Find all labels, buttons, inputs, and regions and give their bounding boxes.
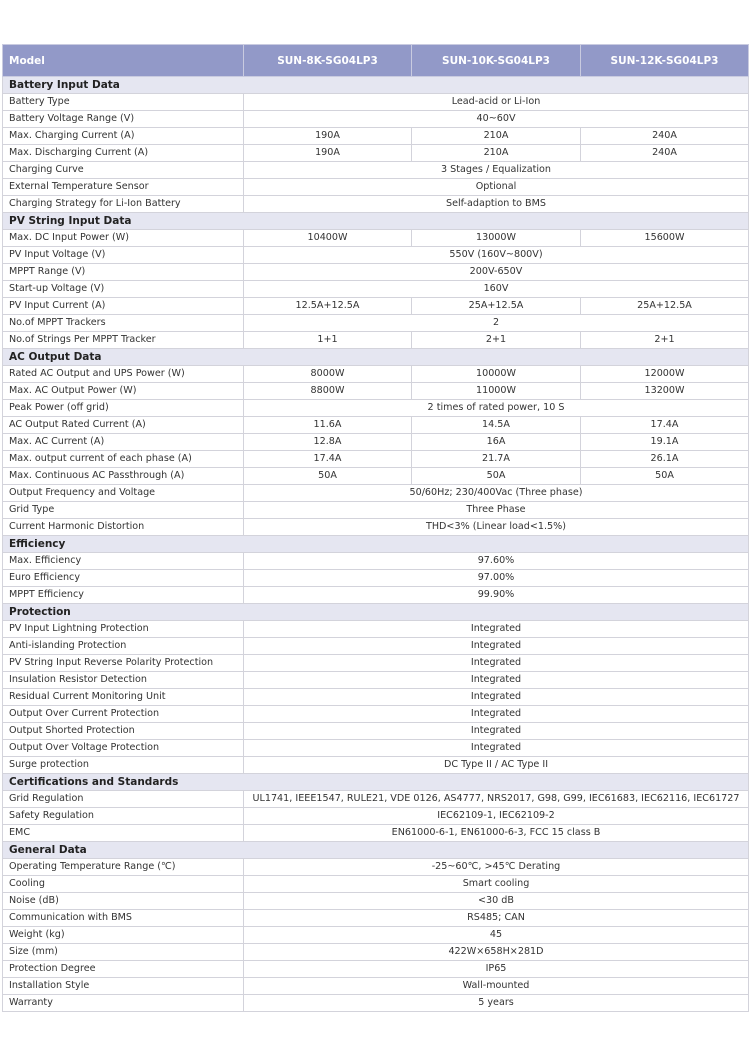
- spec-label: PV String Input Reverse Polarity Protection: [3, 655, 244, 672]
- spec-value: 97.60%: [244, 553, 749, 570]
- spec-label: AC Output Rated Current (A): [3, 417, 244, 434]
- spec-label: Surge protection: [3, 757, 244, 774]
- spec-value: 12.8A: [244, 434, 412, 451]
- spec-value: IEC62109-1, IEC62109-2: [244, 808, 749, 825]
- spec-row: [3, 553, 749, 570]
- spec-value: 50A: [244, 468, 412, 485]
- spec-value: 3 Stages / Equalization: [244, 162, 749, 179]
- spec-label: Output Frequency and Voltage: [3, 485, 244, 502]
- spec-value: 11000W: [412, 383, 581, 400]
- spec-value: 13000W: [412, 230, 581, 247]
- spec-value: 25A+12.5A: [412, 298, 581, 315]
- spec-row: [3, 162, 749, 179]
- spec-row: [3, 264, 749, 281]
- spec-row: [3, 927, 749, 944]
- spec-value: Integrated: [244, 672, 749, 689]
- spec-row: [3, 383, 749, 400]
- spec-value: 240A: [581, 128, 749, 145]
- section-header-row: [3, 604, 749, 621]
- spec-label: Max. output current of each phase (A): [3, 451, 244, 468]
- spec-label: MPPT Range (V): [3, 264, 244, 281]
- spec-row: [3, 808, 749, 825]
- spec-row: [3, 502, 749, 519]
- spec-row: [3, 94, 749, 111]
- spec-value: 2 times of rated power, 10 S: [244, 400, 749, 417]
- spec-label: Max. DC Input Power (W): [3, 230, 244, 247]
- spec-value: 50A: [581, 468, 749, 485]
- spec-row: [3, 230, 749, 247]
- spec-label: PV Input Voltage (V): [3, 247, 244, 264]
- section-title: Certifications and Standards: [3, 774, 749, 791]
- spec-value: <30 dB: [244, 893, 749, 910]
- spec-label: Communication with BMS: [3, 910, 244, 927]
- spec-value: 240A: [581, 145, 749, 162]
- spec-value: Integrated: [244, 740, 749, 757]
- section-title: Efficiency: [3, 536, 749, 553]
- spec-value: 10400W: [244, 230, 412, 247]
- section-header-row: [3, 213, 749, 230]
- spec-value: 2: [244, 315, 749, 332]
- spec-row: [3, 723, 749, 740]
- spec-value: DC Type II / AC Type II: [244, 757, 749, 774]
- spec-value: 8000W: [244, 366, 412, 383]
- spec-label: Weight (kg): [3, 927, 244, 944]
- spec-row: [3, 978, 749, 995]
- spec-value: 12.5A+12.5A: [244, 298, 412, 315]
- spec-label: Insulation Resistor Detection: [3, 672, 244, 689]
- spec-row: [3, 519, 749, 536]
- spec-label: EMC: [3, 825, 244, 842]
- spec-sheet: [2, 44, 748, 1012]
- spec-value: 17.4A: [244, 451, 412, 468]
- spec-label: No.of MPPT Trackers: [3, 315, 244, 332]
- model-name: SUN-8K-SG04LP3: [244, 45, 412, 77]
- spec-row: [3, 791, 749, 808]
- spec-label: Safety Regulation: [3, 808, 244, 825]
- spec-value: Integrated: [244, 655, 749, 672]
- spec-row: [3, 247, 749, 264]
- section-title: Battery Input Data: [3, 77, 749, 94]
- spec-value: 190A: [244, 128, 412, 145]
- spec-label: Battery Type: [3, 94, 244, 111]
- header-row: [3, 45, 749, 77]
- spec-value: 11.6A: [244, 417, 412, 434]
- spec-value: 21.7A: [412, 451, 581, 468]
- spec-label: Output Over Current Protection: [3, 706, 244, 723]
- spec-value: 5 years: [244, 995, 749, 1012]
- section-title: AC Output Data: [3, 349, 749, 366]
- spec-label: PV Input Current (A): [3, 298, 244, 315]
- spec-row: [3, 689, 749, 706]
- spec-value: 14.5A: [412, 417, 581, 434]
- spec-value: 50A: [412, 468, 581, 485]
- spec-value: Integrated: [244, 638, 749, 655]
- spec-label: Output Over Voltage Protection: [3, 740, 244, 757]
- spec-row: [3, 179, 749, 196]
- spec-value: Three Phase: [244, 502, 749, 519]
- spec-value: IP65: [244, 961, 749, 978]
- spec-label: Operating Temperature Range (℃): [3, 859, 244, 876]
- spec-row: [3, 944, 749, 961]
- spec-row: [3, 740, 749, 757]
- spec-value: Wall-mounted: [244, 978, 749, 995]
- spec-row: [3, 332, 749, 349]
- spec-value: Lead-acid or Li-Ion: [244, 94, 749, 111]
- spec-row: [3, 672, 749, 689]
- section-header-row: [3, 774, 749, 791]
- spec-row: [3, 859, 749, 876]
- spec-value: 16A: [412, 434, 581, 451]
- spec-value: 210A: [412, 128, 581, 145]
- spec-label: External Temperature Sensor: [3, 179, 244, 196]
- spec-row: [3, 417, 749, 434]
- spec-value: 26.1A: [581, 451, 749, 468]
- spec-label: Charging Curve: [3, 162, 244, 179]
- spec-label: Grid Type: [3, 502, 244, 519]
- spec-row: [3, 400, 749, 417]
- spec-label: Max. AC Output Power (W): [3, 383, 244, 400]
- spec-row: [3, 825, 749, 842]
- spec-value: 8800W: [244, 383, 412, 400]
- spec-label: Installation Style: [3, 978, 244, 995]
- spec-value: -25~60℃, >45℃ Derating: [244, 859, 749, 876]
- spec-value: 550V (160V~800V): [244, 247, 749, 264]
- spec-value: UL1741, IEEE1547, RULE21, VDE 0126, AS4777, NRS2017, G98, G99, IEC61683, IEC62116, IEC61727: [244, 791, 749, 808]
- spec-value: 210A: [412, 145, 581, 162]
- section-header-row: [3, 536, 749, 553]
- section-title: General Data: [3, 842, 749, 859]
- spec-label: Charging Strategy for Li-Ion Battery: [3, 196, 244, 213]
- spec-value: 97.00%: [244, 570, 749, 587]
- spec-value: 2+1: [412, 332, 581, 349]
- spec-value: 200V-650V: [244, 264, 749, 281]
- spec-row: [3, 587, 749, 604]
- spec-label: Rated AC Output and UPS Power (W): [3, 366, 244, 383]
- spec-value: Integrated: [244, 689, 749, 706]
- spec-value: Integrated: [244, 621, 749, 638]
- spec-label: MPPT Efficiency: [3, 587, 244, 604]
- spec-label: No.of Strings Per MPPT Tracker: [3, 332, 244, 349]
- spec-value: Self-adaption to BMS: [244, 196, 749, 213]
- spec-label: Warranty: [3, 995, 244, 1012]
- spec-value: RS485; CAN: [244, 910, 749, 927]
- spec-value: 10000W: [412, 366, 581, 383]
- spec-row: [3, 893, 749, 910]
- spec-value: THD<3% (Linear load<1.5%): [244, 519, 749, 536]
- spec-value: 160V: [244, 281, 749, 298]
- spec-row: [3, 961, 749, 978]
- spec-label: Max. Charging Current (A): [3, 128, 244, 145]
- section-header-row: [3, 842, 749, 859]
- spec-value: Integrated: [244, 723, 749, 740]
- spec-value: Optional: [244, 179, 749, 196]
- spec-row: [3, 655, 749, 672]
- spec-row: [3, 621, 749, 638]
- spec-label: Anti-islanding Protection: [3, 638, 244, 655]
- section-title: PV String Input Data: [3, 213, 749, 230]
- spec-row: [3, 366, 749, 383]
- spec-row: [3, 876, 749, 893]
- spec-label: PV Input Lightning Protection: [3, 621, 244, 638]
- spec-label: Protection Degree: [3, 961, 244, 978]
- spec-label: Grid Regulation: [3, 791, 244, 808]
- spec-row: [3, 298, 749, 315]
- spec-row: [3, 111, 749, 128]
- section-header-row: [3, 77, 749, 94]
- spec-row: [3, 485, 749, 502]
- spec-label: Peak Power (off grid): [3, 400, 244, 417]
- spec-row: [3, 145, 749, 162]
- spec-value: 15600W: [581, 230, 749, 247]
- spec-label: Max. Continuous AC Passthrough (A): [3, 468, 244, 485]
- spec-value: 40~60V: [244, 111, 749, 128]
- spec-value: 99.90%: [244, 587, 749, 604]
- spec-label: Cooling: [3, 876, 244, 893]
- spec-value: 50/60Hz; 230/400Vac (Three phase): [244, 485, 749, 502]
- spec-label: Max. Discharging Current (A): [3, 145, 244, 162]
- spec-row: [3, 706, 749, 723]
- spec-value: 45: [244, 927, 749, 944]
- spec-value: 2+1: [581, 332, 749, 349]
- spec-value: 25A+12.5A: [581, 298, 749, 315]
- spec-label: Output Shorted Protection: [3, 723, 244, 740]
- spec-value: 13200W: [581, 383, 749, 400]
- spec-value: EN61000-6-1, EN61000-6-3, FCC 15 class B: [244, 825, 749, 842]
- spec-value: 190A: [244, 145, 412, 162]
- model-name: SUN-12K-SG04LP3: [581, 45, 749, 77]
- spec-value: Integrated: [244, 706, 749, 723]
- spec-row: [3, 757, 749, 774]
- spec-row: [3, 995, 749, 1012]
- spec-value: 12000W: [581, 366, 749, 383]
- spec-table: [2, 44, 749, 1012]
- model-name: SUN-10K-SG04LP3: [412, 45, 581, 77]
- spec-label: Current Harmonic Distortion: [3, 519, 244, 536]
- model-header: Model: [3, 45, 244, 77]
- spec-row: [3, 451, 749, 468]
- spec-row: [3, 196, 749, 213]
- spec-row: [3, 315, 749, 332]
- spec-label: Battery Voltage Range (V): [3, 111, 244, 128]
- spec-row: [3, 281, 749, 298]
- spec-value: 1+1: [244, 332, 412, 349]
- spec-value: Smart cooling: [244, 876, 749, 893]
- spec-row: [3, 128, 749, 145]
- spec-row: [3, 434, 749, 451]
- spec-value: 422W×658H×281D: [244, 944, 749, 961]
- spec-row: [3, 638, 749, 655]
- spec-value: 19.1A: [581, 434, 749, 451]
- spec-row: [3, 468, 749, 485]
- spec-label: Euro Efficiency: [3, 570, 244, 587]
- spec-label: Start-up Voltage (V): [3, 281, 244, 298]
- section-header-row: [3, 349, 749, 366]
- spec-label: Size (mm): [3, 944, 244, 961]
- spec-label: Residual Current Monitoring Unit: [3, 689, 244, 706]
- spec-row: [3, 910, 749, 927]
- spec-body: [3, 77, 749, 1012]
- spec-label: Noise (dB): [3, 893, 244, 910]
- section-title: Protection: [3, 604, 749, 621]
- spec-value: 17.4A: [581, 417, 749, 434]
- spec-row: [3, 570, 749, 587]
- spec-label: Max. AC Current (A): [3, 434, 244, 451]
- spec-label: Max. Efficiency: [3, 553, 244, 570]
